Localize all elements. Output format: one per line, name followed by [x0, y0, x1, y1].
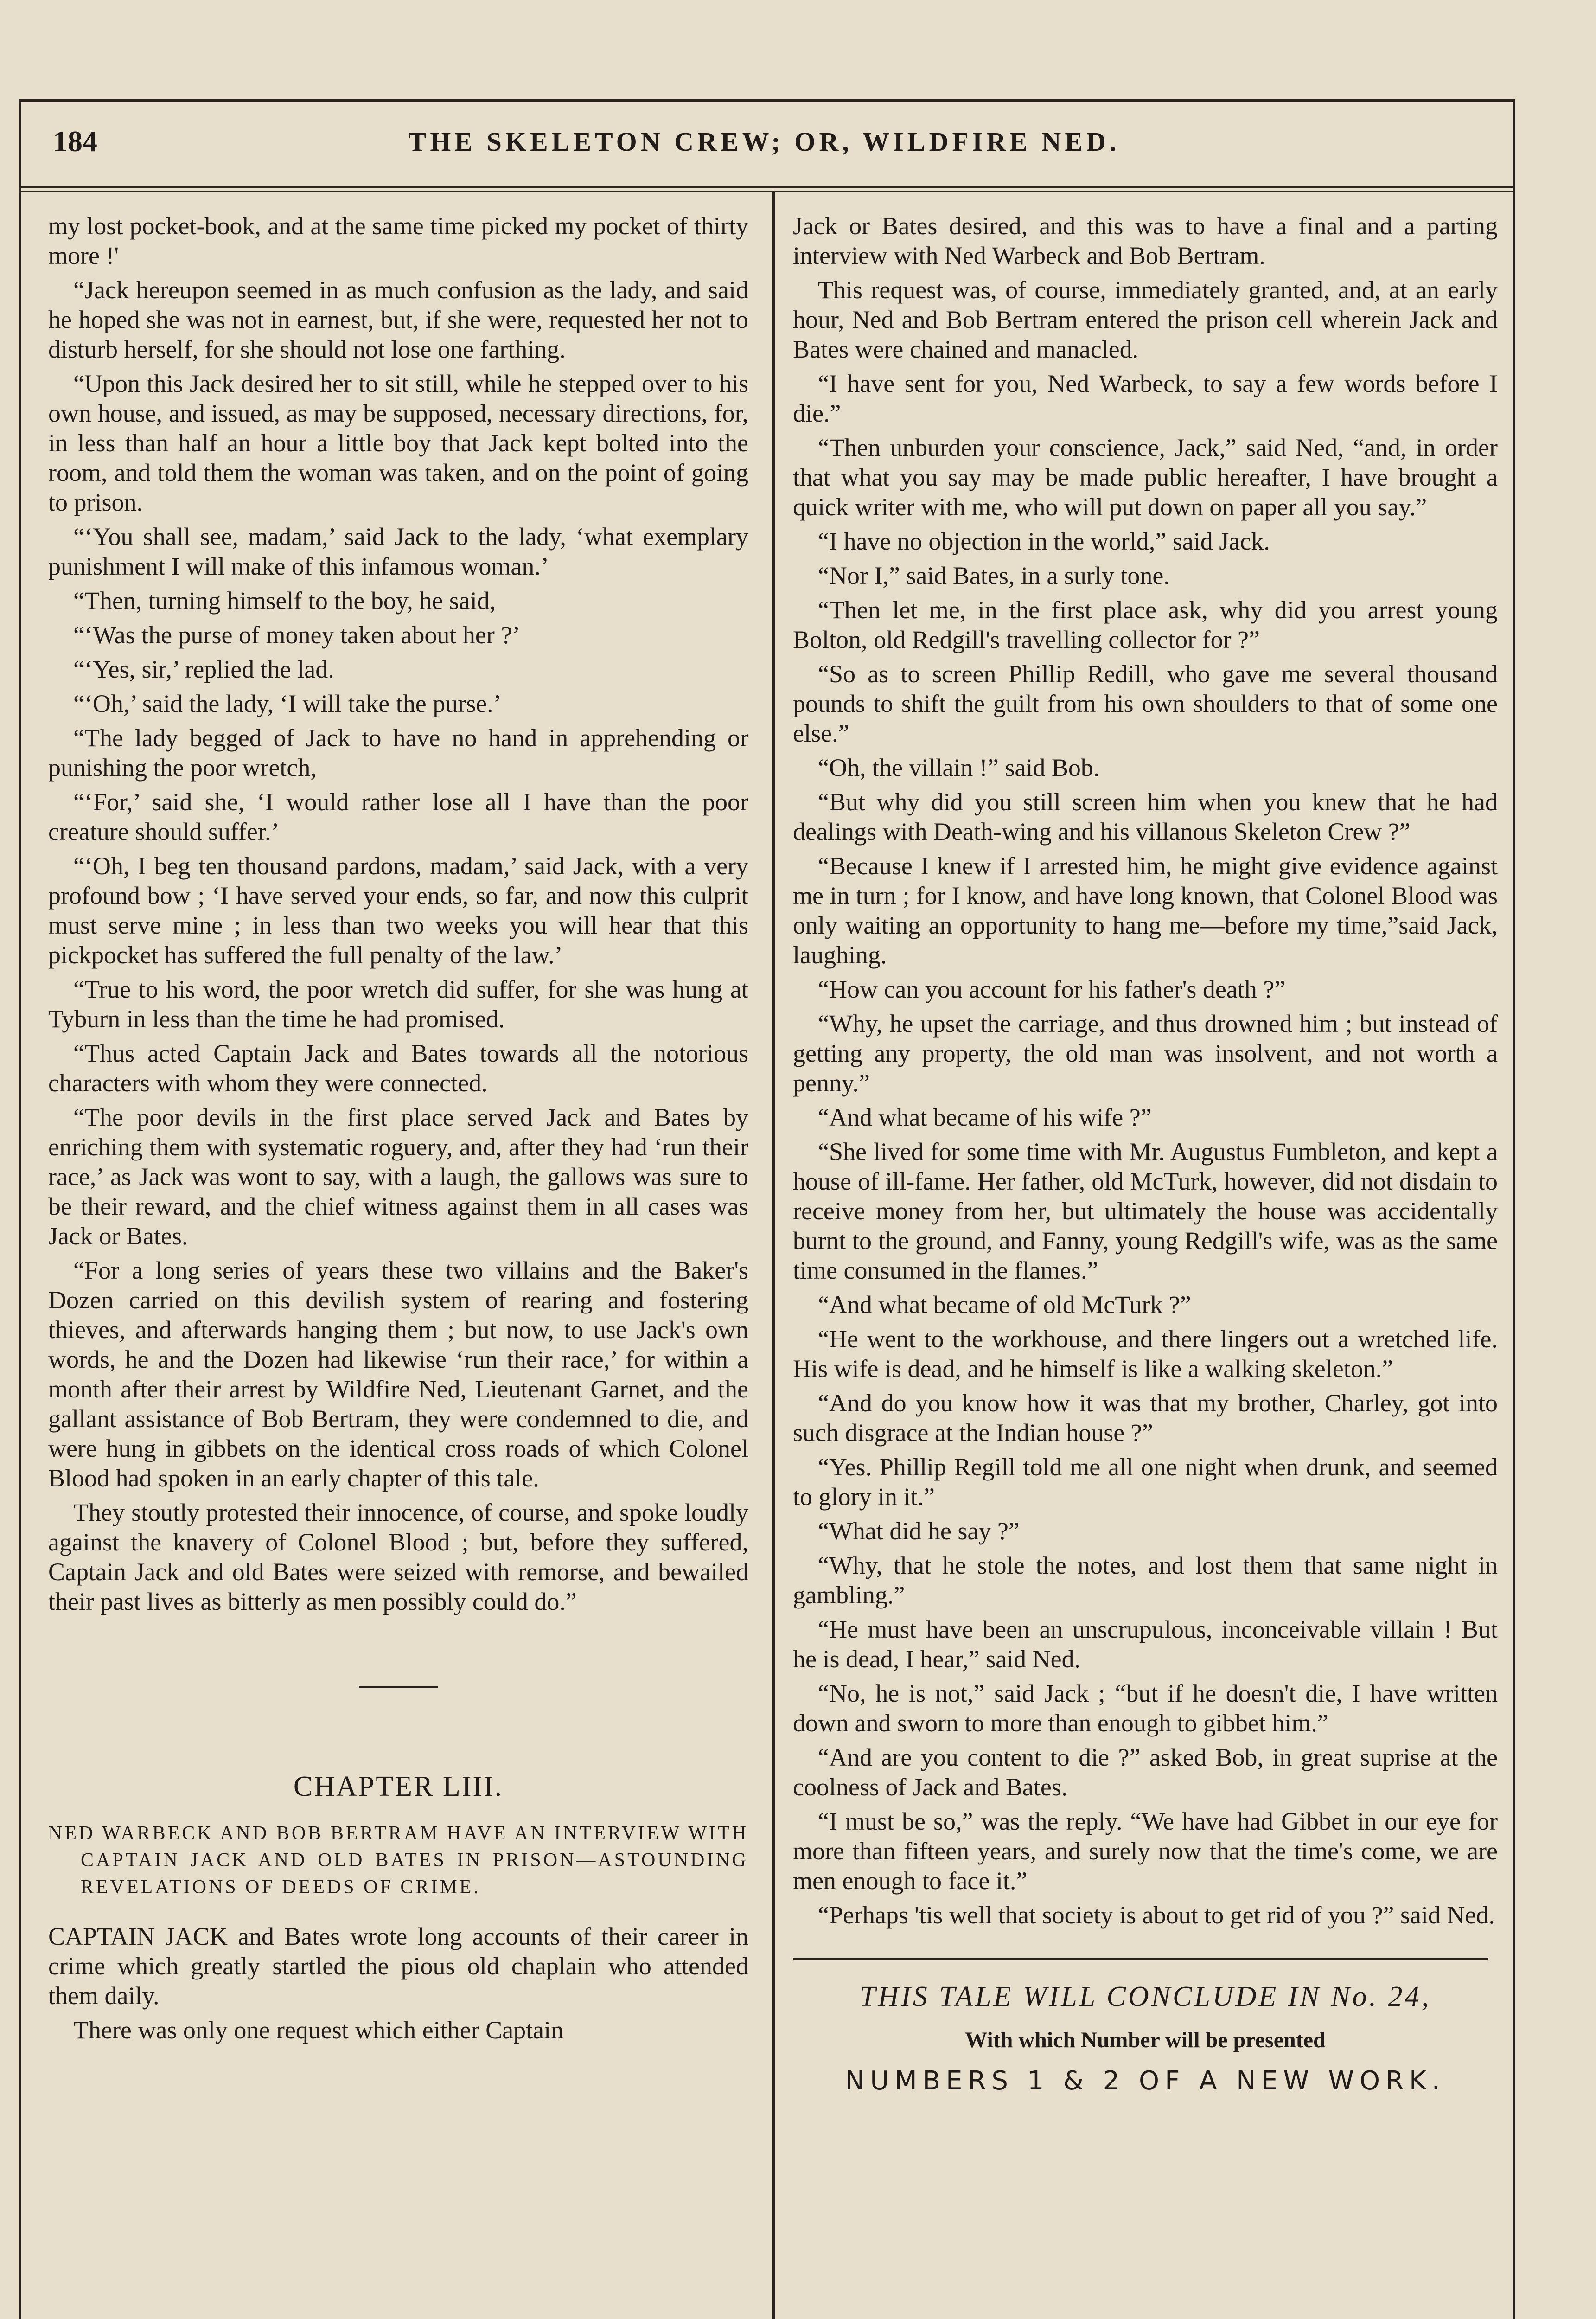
paragraph: “He went to the workhouse, and there lingers out a wretched life. His wife is dead, and he himself is like a walking skeleton.” [793, 1325, 1498, 1383]
paragraph: “Thus acted Captain Jack and Bates towards all the notorious characters with whom they were connected. [48, 1039, 748, 1097]
paragraph: “‘Yes, sir,’ replied the lad. [73, 655, 334, 683]
paragraph: “And what became of his wife ?” [818, 1103, 1152, 1131]
paragraph: “‘For,’ said she, ‘I would rather lose all I have than the poor creature should suffer.’ [48, 788, 748, 846]
chapter-title: CHAPTER LIII. [293, 1771, 504, 1802]
paragraph: “And what became of old McTurk ?” [818, 1291, 1191, 1319]
paragraph: “True to his word, the poor wretch did suffer, for she was hung at Tyburn in less than the time he had promised. [48, 975, 748, 1033]
paragraph: This request was, of course, immediately granted, and, at an early hour, Ned and Bob Bertram entered the prison cell wherein Jack and Bates were chained and manacled. [793, 276, 1498, 363]
header-rule-thin [19, 191, 1515, 192]
paragraph: “For a long series of years these two villains and the Baker's Dozen carried on this devilish system of rearing and fostering thieves, and afterwards hanging them ; but now, to use Jack's own words, he and the Dozen had likewise ‘run their race,’ for within a month after their arrest by Wildfire Ned, Lieutenant Garnet, and the gallant assistance of Bob Bertram, they were condemned to die, and were hung in gibbets on the identical cross roads of which Colonel Blood had spoken in an early chapter of this tale. [48, 1256, 748, 1492]
paragraph: “Why, that he stole the notes, and lost them that same night in gambling.” [793, 1551, 1498, 1609]
paragraph: “‘Was the purse of money taken about her ?’ [73, 621, 521, 649]
running-title: THE SKELETON CREW; OR, WILDFIRE NED. [408, 127, 1120, 157]
new-work-notice: NUMBERS 1 & 2 OF A NEW WORK. [845, 2066, 1446, 2096]
paragraph: “Oh, the villain !” said Bob. [818, 754, 1100, 782]
paragraph: “Then, turning himself to the boy, he said, [73, 587, 496, 615]
paragraph: “I must be so,” was the reply. “We have had Gibbet in our eye for more than fifteen years, and surely now that the time's come, we are men enough to face it.” [793, 1807, 1498, 1895]
notice-rule [793, 1958, 1488, 1960]
paragraph: “He must have been an unscrupulous, inconceivable villain ! But he is dead, I hear,” said Ned. [793, 1615, 1498, 1673]
chapter-summary: NED WARBECK AND BOB BERTRAM HAVE AN INTERVIEW WITH CAPTAIN JACK AND OLD BATES IN PRISON—ASTOUNDING REVELATIONS OF DEEDS OF CRIME. [48, 1823, 748, 1898]
presentation-notice: With which Number will be presented [965, 2028, 1326, 2052]
paragraph: “Because I knew if I arrested him, he might give evidence against me in turn ; for I know, and have long known, that Colonel Blood was only waiting an opportunity to hang me—before my time,”said Jack, laughing. [793, 852, 1498, 969]
paragraph: “Why, he upset the carriage, and thus drowned him ; but instead of getting any property, the old man was insolvent, and not worth a penny.” [793, 1010, 1498, 1097]
page-header [19, 124, 1510, 166]
paragraph: There was only one request which either Captain [73, 2016, 564, 2044]
right-column [793, 211, 1498, 2096]
header-rule [19, 186, 1515, 188]
paragraph: “I have sent for you, Ned Warbeck, to say a few words before I die.” [793, 370, 1498, 427]
paragraph: “Jack hereupon seemed in as much confusion as the lady, and said he hoped she was not in earnest, but, if she were, requested her not to disturb herself, for she should not lose one farthing. [48, 276, 748, 363]
paragraph: Jack or Bates desired, and this was to have a final and a parting interview with Ned Warbeck and Bob Bertram. [793, 212, 1498, 269]
paragraph: my lost pocket-book, and at the same time picked my pocket of thirty more !' [48, 212, 748, 269]
section-divider [359, 1686, 438, 1688]
paragraph: “And are you content to die ?” asked Bob, in great suprise at the coolness of Jack and Bates. [793, 1743, 1498, 1801]
paragraph: “‘Oh, I beg ten thousand pardons, madam,’ said Jack, with a very profound bow ; ‘I have served your ends, so far, and now this culprit must serve mine ; in less than two weeks you will hear that this pickpocket has suffered the full penalty of the law.’ [48, 852, 748, 969]
paragraph: “Nor I,” said Bates, in a surly tone. [818, 562, 1170, 589]
paragraph: “The lady begged of Jack to have no hand in apprehending or punishing the poor wretch, [48, 724, 748, 782]
paragraph: “What did he say ?” [818, 1517, 1020, 1545]
column-divider [772, 191, 775, 2319]
paragraph: “So as to screen Phillip Redill, who gave me several thousand pounds to shift the guilt from his own shoulders to that of some one else.” [793, 660, 1498, 747]
paragraph: “I have no objection in the world,” said Jack. [818, 527, 1270, 555]
paragraph: “The poor devils in the first place served Jack and Bates by enriching them with systematic roguery, and, after they had ‘run their race,’ as Jack was wont to say, with a laugh, the gallows was sure to be their reward, and the chief witness against them in all cases was Jack or Bates. [48, 1103, 748, 1250]
paragraph: “And do you know how it was that my brother, Charley, got into such disgrace at the Indian house ?” [793, 1389, 1498, 1447]
paragraph: “Perhaps 'tis well that society is about to get rid of you ?” said Ned. [818, 1901, 1495, 1929]
paragraph: “But why did you still screen him when you knew that he had dealings with Death-wing and his villanous Skeleton Crew ?” [793, 788, 1498, 846]
left-column [48, 211, 748, 2050]
paragraph: “‘Oh,’ said the lady, ‘I will take the purse.’ [73, 690, 502, 717]
paragraph: “How can you account for his father's death ?” [818, 975, 1286, 1003]
page-number: 184 [53, 125, 97, 158]
paragraph: “Then unburden your conscience, Jack,” said Ned, “and, in order that what you say may be made public hereafter, I have brought a quick writer with me, who will put down on paper all you say.” [793, 434, 1498, 521]
paragraph: “No, he is not,” said Jack ; “but if he doesn't die, I have written down and sworn to more than enough to gibbet him.” [793, 1679, 1498, 1737]
paragraph: “Yes. Phillip Regill told me all one night when drunk, and seemed to glory in it.” [793, 1453, 1498, 1511]
paragraph: They stoutly protested their innocence, of course, and spoke loudly against the knavery of Colonel Blood ; but, before they suffered, Captain Jack and old Bates were seized with remorse, and bewailed their past lives as bitterly as men possibly could do.” [48, 1499, 748, 1615]
paragraph: “‘You shall see, madam,’ said Jack to the lady, ‘what exemplary punishment I will make of this infamous woman.’ [48, 523, 748, 580]
paragraph: CAPTAIN JACK and Bates wrote long accounts of their career in crime which greatly startled the pious old chaplain who attended them daily. [48, 1922, 748, 2010]
conclusion-notice: THIS TALE WILL CONCLUDE IN No. 24, [859, 1981, 1431, 2012]
paragraph: “Then let me, in the first place ask, why did you arrest young Bolton, old Redgill's travelling collector for ?” [793, 596, 1498, 653]
paragraph: “Upon this Jack desired her to sit still, while he stepped over to his own house, and issued, as may be supposed, necessary directions, for, in less than half an hour a little boy that Jack kept bolted into the room, and told them the woman was taken, and on the point of going to prison. [48, 370, 748, 516]
paragraph: “She lived for some time with Mr. Augustus Fumbleton, and kept a house of ill-fame. Her father, old McTurk, however, did not disdain to receive money from her, but ultimately the house was accidentally burnt to the ground, and Fanny, young Redgill's wife, was as the same time consumed in the flames.” [793, 1138, 1498, 1284]
